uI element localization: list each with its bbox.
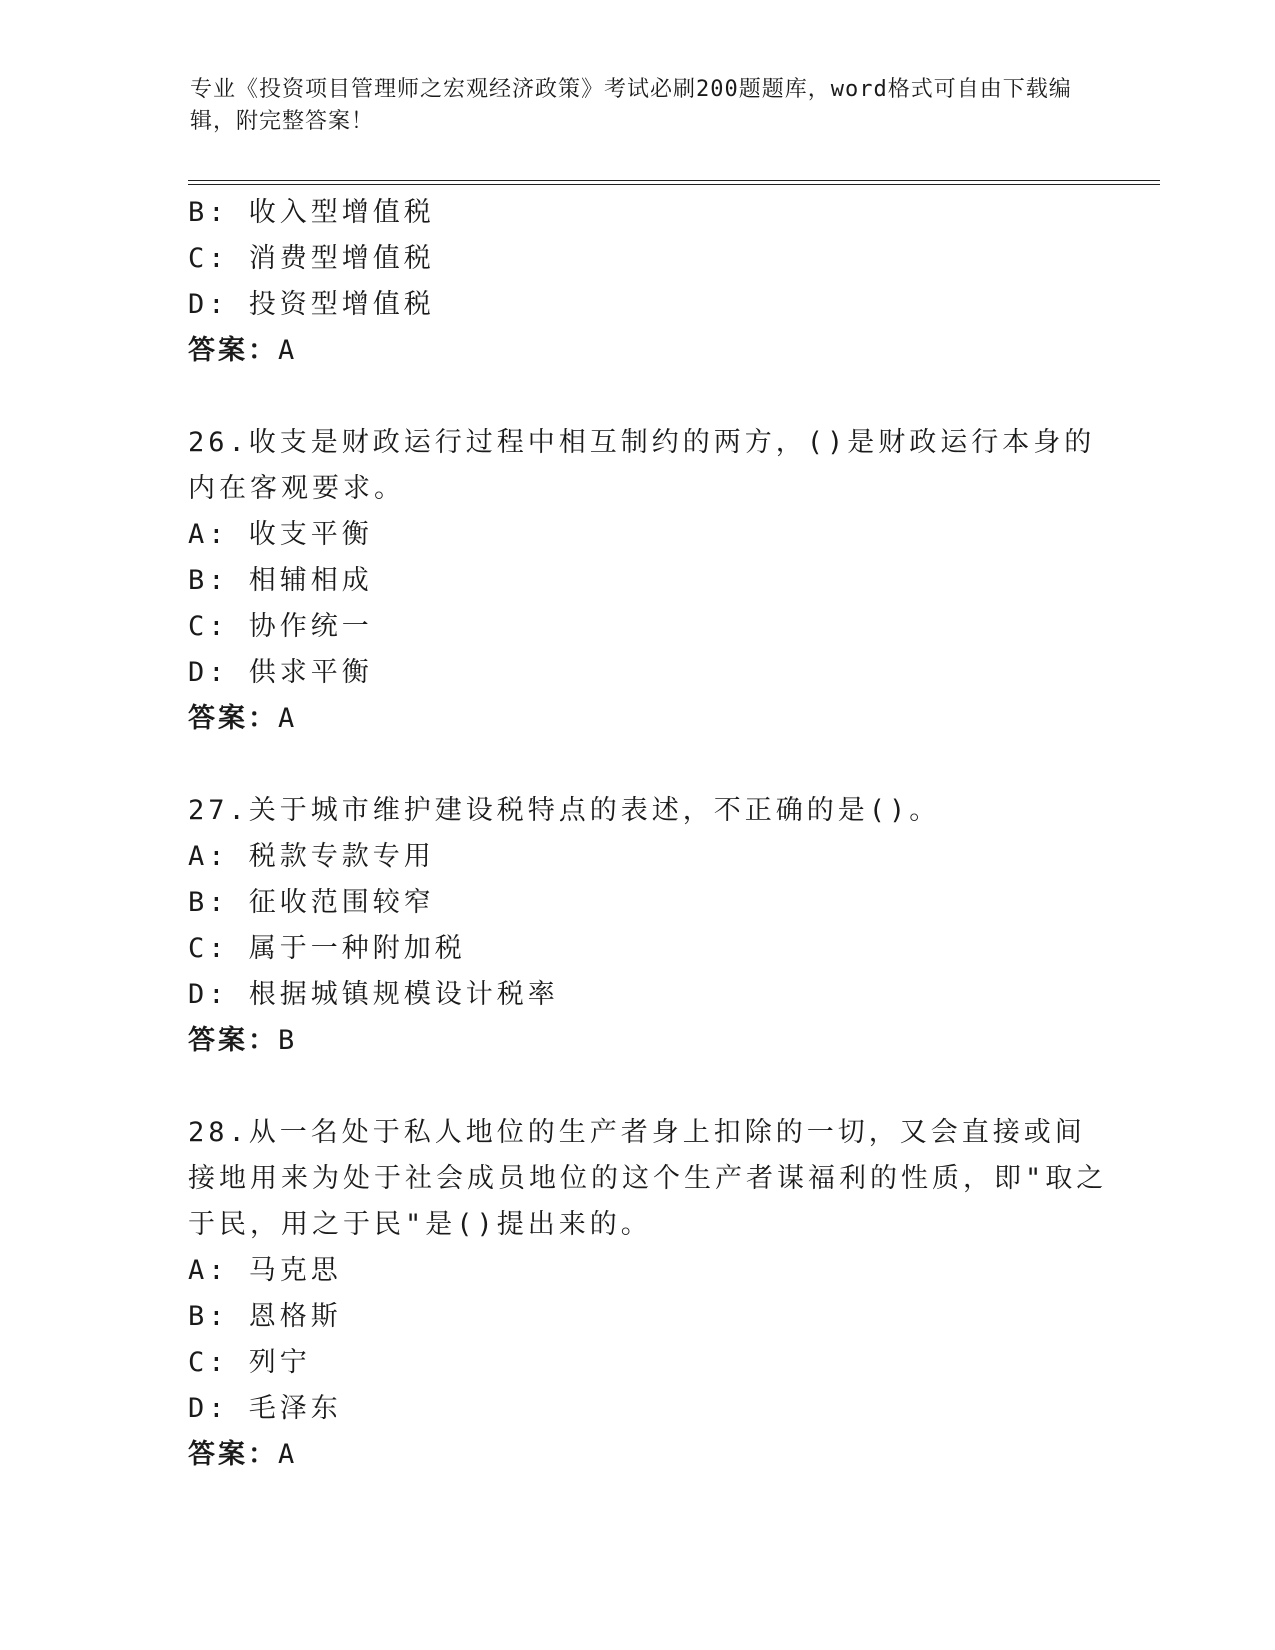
option-b: B: 征收范围较窄 xyxy=(188,887,435,918)
question-text: 28.从一名处于私人地位的生产者身上扣除的一切，又会直接或间接地用来为处于社会成员地位的这个生产者谋福利的性质，即"取之于民，用之于民"是()提出来的。 xyxy=(188,1117,1108,1240)
option-b: B: 相辅相成 xyxy=(188,565,373,596)
question-text: 27.关于城市维护建设税特点的表述，不正确的是()。 xyxy=(188,795,941,826)
question-block-27 xyxy=(188,788,1108,1064)
option-d: D: 供求平衡 xyxy=(188,657,373,688)
answer-line xyxy=(188,1018,1108,1064)
answer-label: 答案： xyxy=(188,703,278,734)
option-d: D: 根据城镇规模设计税率 xyxy=(188,979,559,1010)
answer-line xyxy=(188,696,1108,742)
spacer xyxy=(188,742,1108,788)
option-c: C: 列宁 xyxy=(188,1347,311,1378)
header-divider xyxy=(188,180,1160,185)
option-c: C: 协作统一 xyxy=(188,611,373,642)
option-b: B: 收入型增值税 xyxy=(188,197,435,228)
question-text: 26.收支是财政运行过程中相互制约的两方，()是财政运行本身的内在客观要求。 xyxy=(188,427,1096,504)
option-c: C: 消费型增值税 xyxy=(188,243,435,274)
answer-value: A xyxy=(278,703,297,734)
prev-question-block xyxy=(188,190,1108,374)
spacer xyxy=(188,1064,1108,1110)
answer-line xyxy=(188,1432,1108,1478)
answer-label: 答案： xyxy=(188,1025,278,1056)
option-d: D: 毛泽东 xyxy=(188,1393,342,1424)
option-a: A: 马克思 xyxy=(188,1255,342,1286)
option-b: B: 恩格斯 xyxy=(188,1301,342,1332)
question-content xyxy=(188,190,1108,1478)
answer-line xyxy=(188,328,1108,374)
option-a: A: 税款专款专用 xyxy=(188,841,435,872)
question-block-26 xyxy=(188,420,1108,742)
answer-value: A xyxy=(278,335,297,366)
question-block-28 xyxy=(188,1110,1108,1478)
option-d: D: 投资型增值税 xyxy=(188,289,435,320)
option-a: A: 收支平衡 xyxy=(188,519,373,550)
spacer xyxy=(188,374,1108,420)
option-c: C: 属于一种附加税 xyxy=(188,933,466,964)
answer-label: 答案： xyxy=(188,1439,278,1470)
document-header: 专业《投资项目管理师之宏观经济政策》考试必刷200题题库，word格式可自由下载编辑，附完整答案！ xyxy=(190,77,1072,134)
answer-label: 答案： xyxy=(188,335,278,366)
answer-value: A xyxy=(278,1439,297,1470)
answer-value: B xyxy=(278,1025,297,1056)
